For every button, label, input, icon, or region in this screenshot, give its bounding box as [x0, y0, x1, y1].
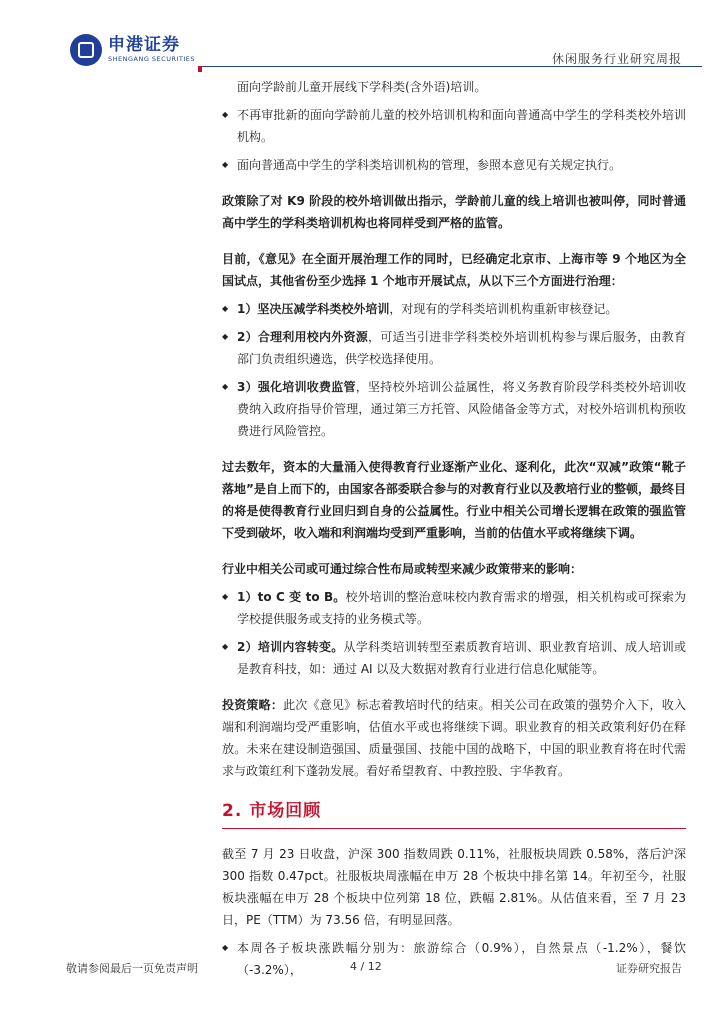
bullet-text: 从学科类培训转型至素质教育培训、职业教育培训、成人培训或是教育科技，如：通过 AI 以及大数据对教育行业进行信息化赋能等。 [237, 640, 686, 676]
bullet-reduce-training [222, 298, 686, 320]
bullet-text: ，可适当引进非学科类校外培训机构参与课后服务，由教育部门负责组织遴选，供学校选择使用。 [237, 330, 686, 366]
bullet-to-b [222, 586, 686, 630]
strategy-label: 投资策略： [222, 698, 284, 712]
header-accent [198, 66, 202, 72]
bullet-text: ，坚持校外培训公益属性，将义务教育阶段学科类校外培训收费纳入政府指导价管理，通过第三方托管、风险储备金等方式，对校外培训机构预收费进行风险管控。 [237, 380, 686, 438]
paragraph-investment-strategy [222, 694, 686, 782]
paragraph-policy-summary: 政策除了对 K9 阶段的校外培训做出指示，学龄前儿童的线上培训也被叫停，同时普通高中学生的学科类培训机构也将同样受到严格的监管。 [222, 194, 686, 230]
paragraph-market-review: 截至 7 月 23 日收盘，沪深 300 指数周跌 0.11%，社服板块周跌 0.58%，落后沪深 300 指数 0.47pct。社服板块周涨幅在申万 28 个板块中排名第 14。年初至今，社服板块涨幅在申万 28 个板块中位列第 18 位，跌幅 2.81%。从估值来看，至 7 月 23 日，PE（TTM）为 73.56 倍，有明显回落。 [222, 847, 686, 927]
continued-line: 面向学龄前儿童开展线下学科类(含外语)培训。 [237, 80, 487, 94]
bullet-label: 2）培训内容转变。 [237, 640, 344, 654]
paragraph-pilot-regions: 目前，《意见》在全面开展治理工作的同时，已经确定北京市、上海市等 9 个地区为全国试点，其他省份至少选择 1 个地市开展试点，从以下三个方面进行治理： [222, 252, 686, 288]
bullet-content-shift [222, 636, 686, 680]
bullet-text: 校外培训的整治意味校内教育需求的增强，相关机构或可探索为学校提供服务或支持的业务模式等。 [237, 590, 686, 626]
bullet-text: ，对现有的学科类培训机构重新审核登记。 [389, 302, 618, 316]
strategy-text: 此次《意见》标志着教培时代的结束。相关公司在政策的强势介入下，收入端和利润端均受严重影响，估值水平或也将继续下调。职业教育的相关政策利好仍在释放。未来在建设制造强国、质量强国、技能中国的战略下，中国的职业教育将在时代需求与政策红利下蓬勃发展。看好希望教育、中教控股、宇华教育。 [222, 698, 686, 778]
paragraph-industry-impact: 过去数年，资本的大量涌入使得教育行业逐渐产业化、逐利化，此次“双减”政策“靴子落地”是自上而下的，由国家各部委联合参与的对教育行业以及教培行业的整顿，最终目的将是使得教育行业回归到自身的公益属性。行业中相关公司增长逻辑在政策的强监管下受到破坏，收入端和利润端均受到严重影响，当前的估值水平或将继续下调。 [222, 460, 686, 540]
bullet-label: 2）合理利用校内外资源 [237, 330, 368, 344]
page-number: 4 / 12 [350, 960, 382, 973]
report-type: 证券研究报告 [616, 962, 682, 975]
logo-name-cn: 申港证券 [108, 35, 180, 56]
bullet-high-school-management: ◆ 面向普通高中学生的学科类培训机构的管理，参照本意见有关规定执行。 [222, 154, 686, 176]
disclaimer-note: 敬请参阅最后一页免责声明 [66, 962, 198, 975]
bullet-use-resources [222, 326, 686, 370]
logo-name-en: SHENGANG SECURITIES [108, 55, 196, 64]
bullet-label: 1）坚决压减学科类校外培训 [237, 302, 390, 316]
page-header [0, 0, 724, 70]
report-title: 休闲服务行业研究周报 [551, 52, 682, 66]
main-content [222, 76, 686, 981]
bullet-label: 3）强化培训收费监管 [237, 380, 356, 394]
section-divider [222, 828, 686, 829]
bullet-label: 1）to C 变 to B。 [237, 590, 346, 604]
paragraph-transformation: 行业中相关公司或可通过综合性布局或转型来减少政策带来的影响： [222, 562, 583, 576]
bullet-no-new-approval: ◆ 不再审批新的面向学龄前儿童的校外培训机构和面向普通高中学生的学科类校外培训机构。 [222, 104, 686, 148]
bullet-fee-supervision [222, 376, 686, 442]
logo-icon [70, 34, 102, 66]
bullet-subsector-performance: ◆ 本周各子板块涨跌幅分别为：旅游综合（0.9%），自然景点（-1.2%），餐饮（-3.2%）， [222, 937, 686, 981]
header-divider [198, 66, 702, 67]
company-logo [70, 34, 195, 66]
section-heading: 2. 市场回顾 [222, 801, 322, 821]
